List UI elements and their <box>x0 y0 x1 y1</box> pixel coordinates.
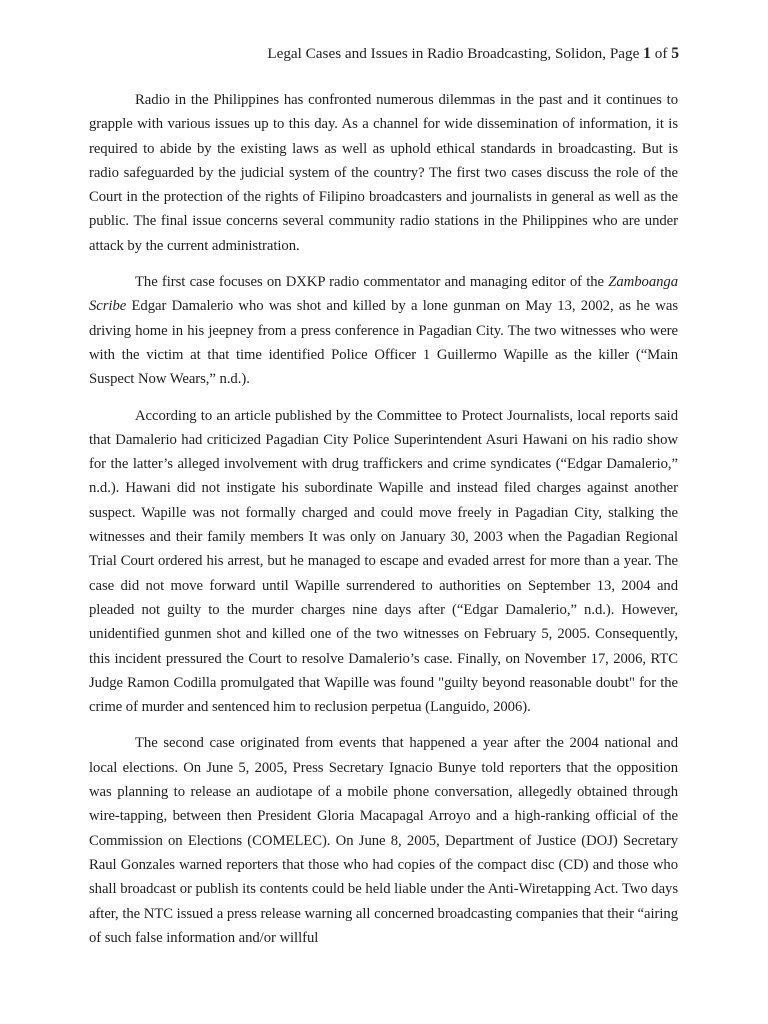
header-title: Legal Cases and Issues in Radio Broadcasting, Solidon, Page <box>267 45 644 62</box>
paragraph-second-case: The second case originated from events that happened a year after the 2004 national and local elections. On June 5, 2005, Press Secretary Ignacio Bunye told reporters that the opposition was planning to release an audiotape of a mobile phone conversation, allegedly obtained through wire-tapping, between then President Gloria Macapagal Arroyo and a high-ranking official of the Commission on Elections (COMELEC). On June 8, 2005, Department of Justice (DOJ) Secretary Raul Gonzales warned reporters that those who had copies of the compact disc (CD) and those who shall broadcast or publish its contents could be held liable under the Anti-Wiretapping Act. Two days after, the NTC issued a press release warning all concerned broadcasting companies that their “airing of such false information and/or willful <box>89 735 678 946</box>
running-header <box>267 44 679 64</box>
paragraph-intro: Radio in the Philippines has confronted numerous dilemmas in the past and it continues to grapple with various issues up to this day. As a channel for wide dissemination of information, it is required to abide by the existing laws as well as uphold ethical standards in broadcasting. But is radio safeguarded by the judicial system of the country? The first two cases discuss the role of the Court in the protection of the rights of Filipino broadcasters and journalists in general as well as the public. The final issue concerns several community radio stations in the Philippines who are under attack by the current administration. <box>89 92 678 254</box>
paragraph-cpj-article: According to an article published by the Committee to Protect Journalists, local reports said that Damalerio had criticized Pagadian City Police Superintendent Asuri Hawani on his radio show for the latter’s alleged involvement with drug traffickers and crime syndicates (“Edgar Damalerio,” n.d.). Hawani did not instigate his subordinate Wapille and instead filed charges against another suspect. Wapille was not formally charged and could move freely in Pagadian City, stalking the witnesses and their family members It was only on January 30, 2003 when the Pagadian Regional Trial Court ordered his arrest, but he managed to escape and evaded arrest for more than a year. The case did not move forward until Wapille surrendered to authorities on September 13, 2004 and pleaded not guilty to the murder charges nine days after (“Edgar Damalerio,” n.d.). However, unidentified gunmen shot and killed one of the two witnesses on February 5, 2005. Consequently, this incident pressured the Court to resolve Damalerio’s case. Finally, on November 17, 2006, RTC Judge Ramon Codilla promulgated that Wapille was found "guilty beyond reasonable doubt" for the crime of murder and sentenced him to reclusion perpetua (Languido, 2006). <box>89 407 678 716</box>
total-page-count: 5 <box>671 45 679 62</box>
paragraph-first-case <box>89 270 678 391</box>
header-of-label: of <box>650 45 672 62</box>
current-page-number: 1 <box>643 45 651 62</box>
paragraph-first-case-lead: The first case focuses on DXKP radio commentator and managing editor of the <box>135 274 609 291</box>
publication-title: Zamboanga Scribe <box>89 274 678 315</box>
paragraph-first-case-rest: Edgar Damalerio who was shot and killed by a lone gunman on May 13, 2002, as he was driving home in his jeepney from a press conference in Pagadian City. The two witnesses who were with the victim at that time identified Police Officer 1 Guillermo Wapille as the killer (“Main Suspect Now Wears,” n.d.). <box>89 298 678 388</box>
body-text <box>89 88 678 962</box>
